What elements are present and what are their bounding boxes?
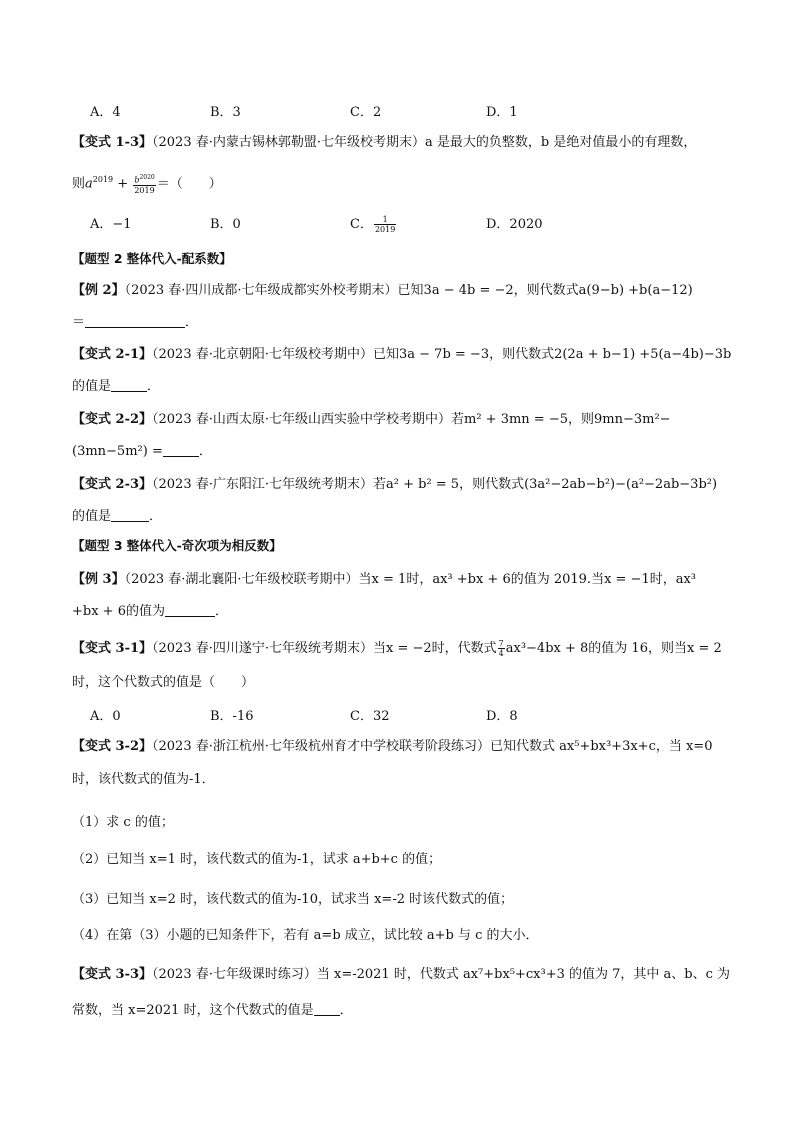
option-c: C．32 — [350, 709, 390, 724]
v3-3-stem: 【变式 3-3】（2023 春·七年级课时练习）当 x=-2021 时，代数式 ax⁷+bx⁵+cx³+3 的值为 7，其中 a、b、c 为 — [72, 967, 731, 982]
v1-3-expression: 则$a^{2019}$ + $\frac{b^{2020}}{2019}$ ＝（ ） — [72, 174, 222, 195]
option-d: D．2020 — [486, 217, 543, 232]
v2-3-stem: 【变式 2-3】（2023 春·广东阳江·七年级统考期末）若a² + b² = 5，则代数式(3a²−2ab−b²)−(a²−2ab−3b²) — [72, 477, 718, 492]
v3-2-item-4: （4）在第（3）小题的已知条件下，若有 a=b 成立，试比较 a+b 与 c 的大小． — [72, 928, 539, 943]
v3-2-cont: 时，该代数式的值为-1． — [72, 772, 215, 787]
v1-3-stem: 【变式 1-3】（2023 春·内蒙古锡林郭勒盟·七年级校考期末）a 是最大的负整数，b 是绝对值最小的有理数， — [72, 135, 697, 150]
option-d: D．1 — [486, 105, 518, 120]
v3-2-stem: 【变式 3-2】（2023 春·浙江杭州·七年级杭州育才中学校联考阶段练习）已知代数式 ax⁵+bx³+3x+c，当 x=0 — [72, 739, 713, 754]
question-tag: 【变式 1-3】 — [72, 135, 153, 150]
answer-blank[interactable] — [163, 443, 199, 457]
option-c: C． $\frac{1}{2019}$ — [350, 215, 396, 234]
v3-1-cont: 时，这个代数式的值是（ ） — [72, 675, 255, 690]
v3-2-item-3: （3）已知当 x=2 时，该代数式的值为-10，试求当 x=-2 时该代数式的值； — [72, 892, 514, 907]
option-c: C．2 — [350, 105, 382, 120]
answer-blank[interactable] — [314, 1002, 340, 1016]
option-b: B．3 — [210, 105, 241, 120]
option-a: A．−1 — [90, 217, 132, 232]
v3-1-options — [90, 705, 730, 725]
ex3-stem: 【例 3】（2023 春·湖北襄阳·七年级校联考期中）当x = 1时，ax³ +bx + 6的值为 2019.当x = −1时，ax³ — [72, 572, 697, 587]
option-a: A．4 — [90, 105, 121, 120]
v2-2-stem: 【变式 2-2】（2023 春·山西太原·七年级山西实验中学校考期中）若m² + 3mn = −5，则9mn−3m²− — [72, 412, 671, 427]
option-b: B．0 — [210, 217, 241, 232]
q1-2-options — [90, 101, 730, 121]
option-a: A．0 — [90, 709, 121, 724]
answer-blank[interactable] — [165, 603, 215, 617]
v3-3-answer-line: 常数，当 x=2021 时，这个代数式的值是 ． — [72, 1003, 353, 1018]
v3-2-item-1: （1）求 c 的值； — [72, 815, 174, 830]
v2-1-answer-line: 的值是 ． — [72, 379, 161, 394]
topic-2-heading: 【题型 2 整体代入-配系数】 — [72, 251, 232, 266]
v3-1-stem: 【变式 3-1】（2023 春·四川遂宁·七年级统考期末）当x = −2时，代数式 $\frac{7}{4}$ ax³−4bx + 8的值为 16，则当x = 2 — [72, 639, 722, 658]
answer-blank[interactable] — [111, 378, 147, 392]
v1-3-options — [90, 213, 730, 233]
option-d: D．8 — [486, 709, 518, 724]
v2-2-answer-line: (3mn−5m²) = ． — [72, 444, 212, 459]
ex3-answer-line: +bx + 6的值为 ． — [72, 604, 228, 619]
v3-2-item-2: （2）已知当 x=1 时，该代数式的值为-1，试求 a+b+c 的值； — [72, 852, 442, 867]
answer-blank[interactable] — [111, 508, 149, 522]
v2-3-answer-line: 的值是 ． — [72, 509, 163, 524]
ex2-stem: 【例 2】（2023 春·四川成都·七年级成都实外校考期末）已知3a − 4b = −2，则代数式a(9−b) +b(a−12) — [72, 283, 693, 298]
ex2-answer-line: ＝ ． — [72, 315, 199, 330]
fraction: $\frac{b^{2020}}{2019}$ — [134, 174, 155, 195]
fraction: $\frac{7}{4}$ — [498, 639, 504, 658]
option-b: B．-16 — [210, 709, 254, 724]
answer-blank[interactable] — [85, 314, 185, 328]
v2-1-stem: 【变式 2-1】（2023 春·北京朝阳·七年级校考期中）已知3a − 7b = −3，则代数式2(2a + b−1) +5(a−4b)−3b — [72, 347, 732, 362]
topic-3-heading: 【题型 3 整体代入-奇次项为相反数】 — [72, 538, 282, 553]
